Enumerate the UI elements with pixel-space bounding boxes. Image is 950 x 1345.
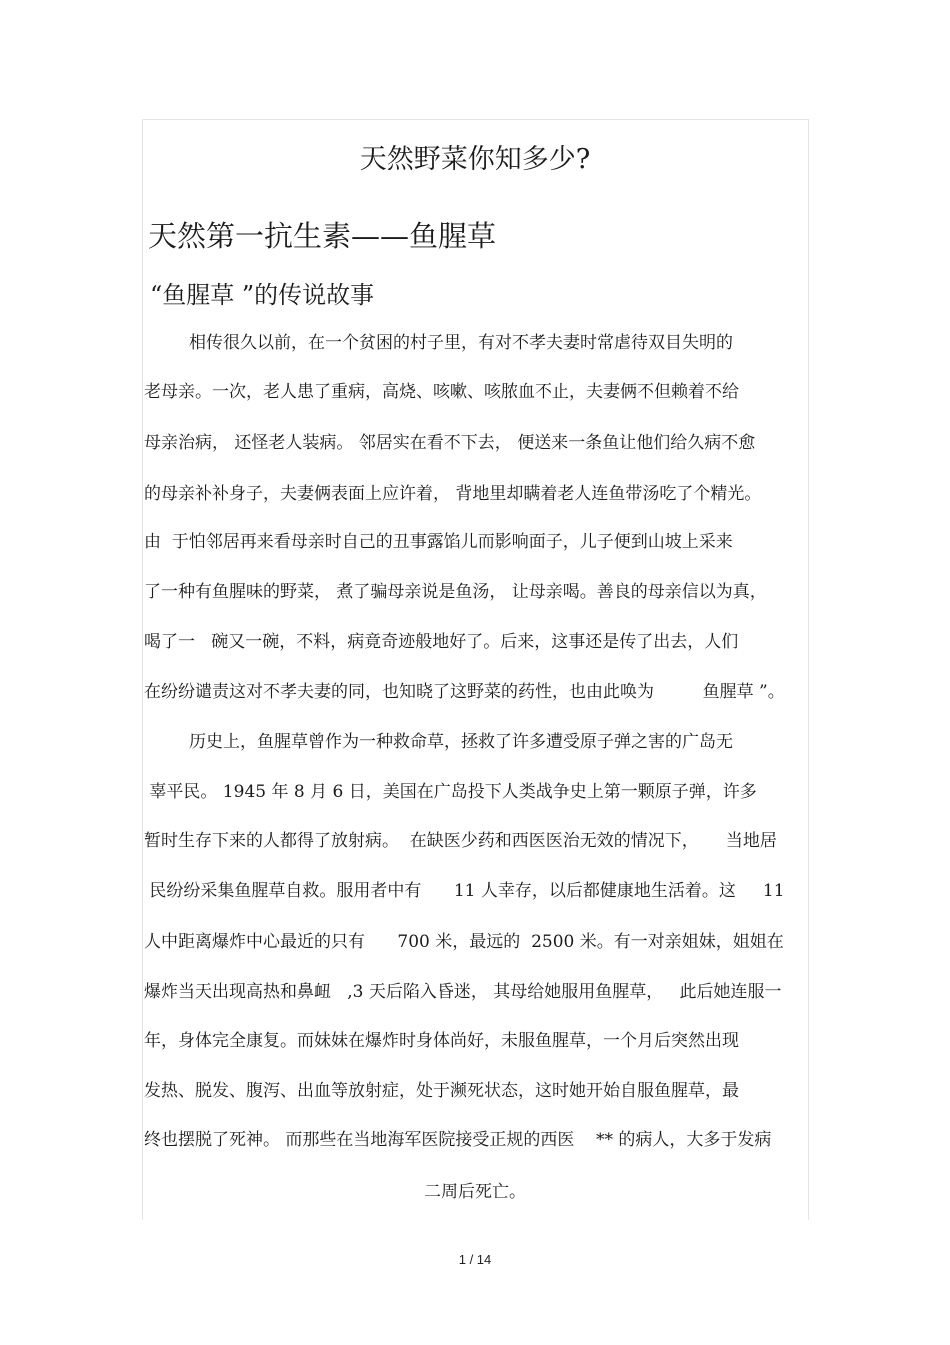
text-line: 二周后死亡。 xyxy=(424,1182,526,1202)
text-line: 在纷纷谴责这对不孝夫妻的同，也知晓了这野菜的药性，也由此唤为 鱼腥草 ”。 xyxy=(144,682,785,702)
section-title: 天然第一抗生素——鱼腥草 xyxy=(148,219,497,253)
text-line: 历史上，鱼腥草曾作为一种救命草，拯救了许多遭受原子弹之害的广岛无 xyxy=(189,732,733,752)
page-number: 1 / 14 xyxy=(458,1252,492,1267)
text-line: 相传很久以前，在一个贫困的村子里，有对不孝夫妻时常虐待双目失明的 xyxy=(189,333,733,353)
text-line: 了一种有鱼腥味的野菜， 煮了骗母亲说是鱼汤， 让母亲喝。善良的母亲信以为真， xyxy=(144,582,767,602)
text-line: 爆炸当天出现高热和鼻衄 ,3 天后陷入昏迷， 其母给她服用鱼腥草， 此后她连服一 xyxy=(144,982,782,1002)
text-line: 喝了一 碗又一碗，不料，病竟奇迹般地好了。后来，这事还是传了出去，人们 xyxy=(144,632,739,652)
text-line: 辜平民。 1945 年 8 月 6 日，美国在广岛投下人类战争史上第一颗原子弹，许多 xyxy=(144,782,757,802)
text-line: 母亲治病， 还怪老人装病。 邻居实在看不下去， 便送来一条鱼让他们给久病不愈 xyxy=(144,433,756,453)
text-line: 人中距离爆炸中心最近的只有 700 米，最远的 2500 米。有一对亲姐妹，姐姐在 xyxy=(144,932,784,952)
text-line: 年，身体完全康复。而妹妹在爆炸时身体尚好，未服鱼腥草，一个月后突然出现 xyxy=(144,1031,739,1051)
text-line: 由 于怕邻居再来看母亲时自己的丑事露馅儿而影响面子，儿子便到山坡上采来 xyxy=(144,532,733,552)
text-line: 终也摆脱了死神。 而那些在当地海军医院接受正规的西医 ** 的病人，大多于发病 xyxy=(144,1130,772,1150)
text-line: 老母亲。一次，老人患了重病，高烧、咳嗽、咳脓血不止，夫妻俩不但赖着不给 xyxy=(144,382,739,402)
sub-title: “鱼腥草 ”的传说故事 xyxy=(150,281,375,309)
text-line: 的母亲补补身子，夫妻俩表面上应许着， 背地里却瞒着老人连鱼带汤吃了个精光。 xyxy=(144,484,762,504)
document-title: 天然野菜你知多少? xyxy=(359,144,591,175)
text-line: 民纷纷采集鱼腥草自救。服用者中有 11 人幸存，以后都健康地生活着。这 11 xyxy=(144,881,785,901)
text-line: 暂时生存下来的人都得了放射病。 在缺医少药和西医医治无效的情况下， 当地居 xyxy=(144,831,777,851)
text-line: 发热、脱发、腹泻、出血等放射症，处于濒死状态，这时她开始自服鱼腥草，最 xyxy=(144,1081,739,1101)
